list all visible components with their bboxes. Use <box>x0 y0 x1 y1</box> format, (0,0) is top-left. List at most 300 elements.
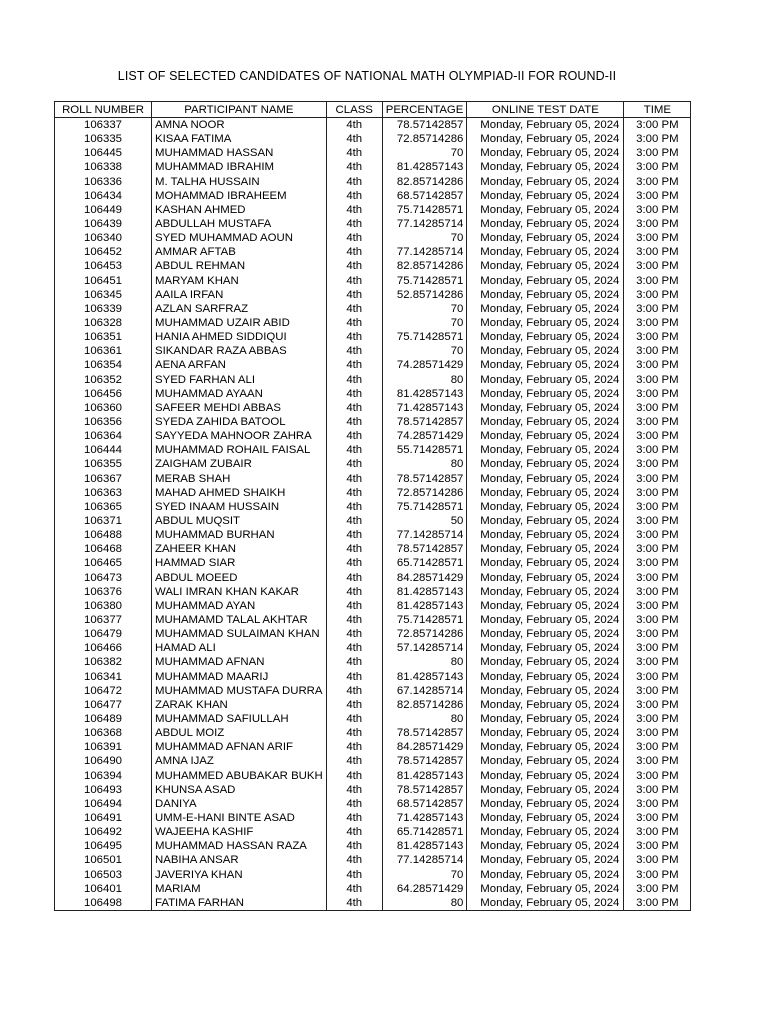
class-cell: 4th <box>326 712 382 726</box>
roll-number-cell: 106340 <box>55 231 152 245</box>
table-row <box>55 542 691 556</box>
table-row <box>55 896 691 911</box>
participant-name-cell: SIKANDAR RAZA ABBAS <box>152 344 327 358</box>
roll-number-cell: 106490 <box>55 754 152 768</box>
roll-number-cell: 106394 <box>55 768 152 782</box>
class-cell: 4th <box>326 302 382 316</box>
percentage-cell: 75.71428571 <box>382 330 467 344</box>
percentage-cell: 77.14285714 <box>382 245 467 259</box>
table-row <box>55 528 691 542</box>
table-row <box>55 387 691 401</box>
table-row <box>55 457 691 471</box>
table-row <box>55 486 691 500</box>
test-date-cell: Monday, February 05, 2024 <box>467 245 624 259</box>
percentage-cell: 75.71428571 <box>382 613 467 627</box>
roll-number-cell: 106401 <box>55 882 152 896</box>
test-date-cell: Monday, February 05, 2024 <box>467 500 624 514</box>
table-row <box>55 797 691 811</box>
participant-name-cell: SYEDA ZAHIDA BATOOL <box>152 415 327 429</box>
participant-name-cell: MUHAMMAD BURHAN <box>152 528 327 542</box>
test-date-cell: Monday, February 05, 2024 <box>467 684 624 698</box>
class-cell: 4th <box>326 146 382 160</box>
time-cell: 3:00 PM <box>624 358 691 372</box>
table-row <box>55 259 691 273</box>
table-row <box>55 429 691 443</box>
percentage-cell: 67.14285714 <box>382 684 467 698</box>
roll-number-cell: 106391 <box>55 740 152 754</box>
participant-name-cell: HANIA AHMED SIDDIQUI <box>152 330 327 344</box>
time-cell: 3:00 PM <box>624 740 691 754</box>
roll-number-cell: 106341 <box>55 669 152 683</box>
table-row <box>55 443 691 457</box>
class-cell: 4th <box>326 585 382 599</box>
time-cell: 3:00 PM <box>624 415 691 429</box>
table-row <box>55 500 691 514</box>
table-row <box>55 330 691 344</box>
percentage-cell: 74.28571429 <box>382 358 467 372</box>
participant-name-cell: MUHAMMAD AYAAN <box>152 387 327 401</box>
roll-number-cell: 106465 <box>55 556 152 570</box>
class-cell: 4th <box>326 189 382 203</box>
roll-number-cell: 106449 <box>55 203 152 217</box>
percentage-cell: 75.71428571 <box>382 500 467 514</box>
participant-name-cell: MUHAMAMD TALAL AKHTAR <box>152 613 327 627</box>
time-cell: 3:00 PM <box>624 556 691 570</box>
time-cell: 3:00 PM <box>624 599 691 613</box>
participant-name-cell: FATIMA FARHAN <box>152 896 327 911</box>
time-cell: 3:00 PM <box>624 302 691 316</box>
participant-name-cell: MUHAMMAD UZAIR ABID <box>152 316 327 330</box>
participant-name-cell: SAYYEDA MAHNOOR ZAHRA <box>152 429 327 443</box>
table-row <box>55 839 691 853</box>
test-date-cell: Monday, February 05, 2024 <box>467 712 624 726</box>
participant-name-cell: KHUNSA ASAD <box>152 783 327 797</box>
table-row <box>55 754 691 768</box>
class-cell: 4th <box>326 500 382 514</box>
class-cell: 4th <box>326 797 382 811</box>
time-cell: 3:00 PM <box>624 754 691 768</box>
roll-number-cell: 106468 <box>55 542 152 556</box>
participant-name-cell: MUHAMMAD IBRAHIM <box>152 160 327 174</box>
roll-number-cell: 106493 <box>55 783 152 797</box>
test-date-cell: Monday, February 05, 2024 <box>467 853 624 867</box>
test-date-cell: Monday, February 05, 2024 <box>467 175 624 189</box>
table-row <box>55 571 691 585</box>
participant-name-cell: MAHAD AHMED SHAIKH <box>152 486 327 500</box>
percentage-cell: 78.57142857 <box>382 542 467 556</box>
class-cell: 4th <box>326 316 382 330</box>
participant-name-cell: ABDUL MUQSIT <box>152 514 327 528</box>
table-row <box>55 599 691 613</box>
table-row <box>55 358 691 372</box>
class-cell: 4th <box>326 853 382 867</box>
table-row <box>55 175 691 189</box>
percentage-cell: 71.42857143 <box>382 401 467 415</box>
percentage-cell: 68.57142857 <box>382 797 467 811</box>
participant-name-cell: SAFEER MEHDI ABBAS <box>152 401 327 415</box>
table-row <box>55 132 691 146</box>
table-row <box>55 783 691 797</box>
table-row <box>55 231 691 245</box>
class-cell: 4th <box>326 118 382 133</box>
roll-number-cell: 106492 <box>55 825 152 839</box>
class-cell: 4th <box>326 259 382 273</box>
test-date-cell: Monday, February 05, 2024 <box>467 896 624 911</box>
test-date-cell: Monday, February 05, 2024 <box>467 132 624 146</box>
roll-number-cell: 106434 <box>55 189 152 203</box>
class-cell: 4th <box>326 344 382 358</box>
percentage-cell: 80 <box>382 712 467 726</box>
time-cell: 3:00 PM <box>624 132 691 146</box>
participant-name-cell: HAMAD ALI <box>152 641 327 655</box>
test-date-cell: Monday, February 05, 2024 <box>467 754 624 768</box>
test-date-cell: Monday, February 05, 2024 <box>467 472 624 486</box>
test-date-cell: Monday, February 05, 2024 <box>467 726 624 740</box>
time-cell: 3:00 PM <box>624 698 691 712</box>
time-cell: 3:00 PM <box>624 146 691 160</box>
percentage-cell: 77.14285714 <box>382 217 467 231</box>
percentage-cell: 75.71428571 <box>382 274 467 288</box>
test-date-cell: Monday, February 05, 2024 <box>467 698 624 712</box>
percentage-cell: 81.42857143 <box>382 839 467 853</box>
participant-name-cell: AMNA NOOR <box>152 118 327 133</box>
percentage-cell: 50 <box>382 514 467 528</box>
class-cell: 4th <box>326 556 382 570</box>
percentage-cell: 72.85714286 <box>382 132 467 146</box>
class-cell: 4th <box>326 754 382 768</box>
participant-name-cell: MUHAMMAD SULAIMAN KHAN <box>152 627 327 641</box>
test-date-cell: Monday, February 05, 2024 <box>467 655 624 669</box>
test-date-cell: Monday, February 05, 2024 <box>467 669 624 683</box>
test-date-cell: Monday, February 05, 2024 <box>467 330 624 344</box>
participant-name-cell: NABIHA ANSAR <box>152 853 327 867</box>
test-date-cell: Monday, February 05, 2024 <box>467 740 624 754</box>
time-cell: 3:00 PM <box>624 118 691 133</box>
percentage-cell: 81.42857143 <box>382 387 467 401</box>
participant-name-cell: ABDUL MOEED <box>152 571 327 585</box>
time-cell: 3:00 PM <box>624 853 691 867</box>
percentage-cell: 80 <box>382 655 467 669</box>
table-row <box>55 472 691 486</box>
time-cell: 3:00 PM <box>624 655 691 669</box>
participant-name-cell: ABDULLAH MUSTAFA <box>152 217 327 231</box>
roll-number-cell: 106363 <box>55 486 152 500</box>
header-time: TIME <box>624 102 691 118</box>
test-date-cell: Monday, February 05, 2024 <box>467 457 624 471</box>
table-row <box>55 118 691 133</box>
participant-name-cell: MUHAMMAD AFNAN <box>152 655 327 669</box>
time-cell: 3:00 PM <box>624 217 691 231</box>
percentage-cell: 78.57142857 <box>382 415 467 429</box>
table-row <box>55 627 691 641</box>
percentage-cell: 77.14285714 <box>382 853 467 867</box>
table-row <box>55 740 691 754</box>
participant-name-cell: MUHAMMAD HASSAN RAZA <box>152 839 327 853</box>
time-cell: 3:00 PM <box>624 712 691 726</box>
time-cell: 3:00 PM <box>624 585 691 599</box>
class-cell: 4th <box>326 882 382 896</box>
table-row <box>55 882 691 896</box>
roll-number-cell: 106445 <box>55 146 152 160</box>
header-class: CLASS <box>326 102 382 118</box>
time-cell: 3:00 PM <box>624 542 691 556</box>
roll-number-cell: 106338 <box>55 160 152 174</box>
roll-number-cell: 106456 <box>55 387 152 401</box>
percentage-cell: 80 <box>382 457 467 471</box>
time-cell: 3:00 PM <box>624 811 691 825</box>
table-row <box>55 698 691 712</box>
test-date-cell: Monday, February 05, 2024 <box>467 542 624 556</box>
table-row <box>55 514 691 528</box>
test-date-cell: Monday, February 05, 2024 <box>467 783 624 797</box>
table-row <box>55 288 691 302</box>
test-date-cell: Monday, February 05, 2024 <box>467 316 624 330</box>
test-date-cell: Monday, February 05, 2024 <box>467 797 624 811</box>
participant-name-cell: WALI IMRAN KHAN KAKAR <box>152 585 327 599</box>
time-cell: 3:00 PM <box>624 288 691 302</box>
time-cell: 3:00 PM <box>624 401 691 415</box>
time-cell: 3:00 PM <box>624 189 691 203</box>
percentage-cell: 57.14285714 <box>382 641 467 655</box>
class-cell: 4th <box>326 684 382 698</box>
time-cell: 3:00 PM <box>624 669 691 683</box>
participant-name-cell: KASHAN AHMED <box>152 203 327 217</box>
participant-name-cell: MUHAMMAD MUSTAFA DURRA <box>152 684 327 698</box>
table-row <box>55 316 691 330</box>
table-row <box>55 684 691 698</box>
test-date-cell: Monday, February 05, 2024 <box>467 302 624 316</box>
participant-name-cell: JAVERIYA KHAN <box>152 867 327 881</box>
test-date-cell: Monday, February 05, 2024 <box>467 825 624 839</box>
roll-number-cell: 106439 <box>55 217 152 231</box>
candidates-table <box>54 101 691 911</box>
time-cell: 3:00 PM <box>624 528 691 542</box>
test-date-cell: Monday, February 05, 2024 <box>467 882 624 896</box>
percentage-cell: 80 <box>382 373 467 387</box>
test-date-cell: Monday, February 05, 2024 <box>467 344 624 358</box>
test-date-cell: Monday, February 05, 2024 <box>467 118 624 133</box>
time-cell: 3:00 PM <box>624 373 691 387</box>
header-participant-name: PARTICIPANT NAME <box>152 102 327 118</box>
class-cell: 4th <box>326 839 382 853</box>
class-cell: 4th <box>326 288 382 302</box>
test-date-cell: Monday, February 05, 2024 <box>467 528 624 542</box>
participant-name-cell: WAJEEHA KASHIF <box>152 825 327 839</box>
roll-number-cell: 106345 <box>55 288 152 302</box>
roll-number-cell: 106352 <box>55 373 152 387</box>
participant-name-cell: HAMMAD SIAR <box>152 556 327 570</box>
time-cell: 3:00 PM <box>624 330 691 344</box>
test-date-cell: Monday, February 05, 2024 <box>467 415 624 429</box>
test-date-cell: Monday, February 05, 2024 <box>467 387 624 401</box>
class-cell: 4th <box>326 486 382 500</box>
test-date-cell: Monday, February 05, 2024 <box>467 274 624 288</box>
table-row <box>55 726 691 740</box>
class-cell: 4th <box>326 245 382 259</box>
percentage-cell: 78.57142857 <box>382 754 467 768</box>
participant-name-cell: MUHAMMED ABUBAKAR BUKH <box>152 768 327 782</box>
time-cell: 3:00 PM <box>624 839 691 853</box>
class-cell: 4th <box>326 768 382 782</box>
table-row <box>55 712 691 726</box>
test-date-cell: Monday, February 05, 2024 <box>467 358 624 372</box>
class-cell: 4th <box>326 571 382 585</box>
header-roll-number: ROLL NUMBER <box>55 102 152 118</box>
time-cell: 3:00 PM <box>624 613 691 627</box>
time-cell: 3:00 PM <box>624 160 691 174</box>
percentage-cell: 71.42857143 <box>382 811 467 825</box>
test-date-cell: Monday, February 05, 2024 <box>467 571 624 585</box>
roll-number-cell: 106453 <box>55 259 152 273</box>
roll-number-cell: 106479 <box>55 627 152 641</box>
class-cell: 4th <box>326 429 382 443</box>
time-cell: 3:00 PM <box>624 684 691 698</box>
percentage-cell: 70 <box>382 231 467 245</box>
test-date-cell: Monday, February 05, 2024 <box>467 486 624 500</box>
time-cell: 3:00 PM <box>624 768 691 782</box>
class-cell: 4th <box>326 669 382 683</box>
roll-number-cell: 106494 <box>55 797 152 811</box>
test-date-cell: Monday, February 05, 2024 <box>467 203 624 217</box>
roll-number-cell: 106328 <box>55 316 152 330</box>
header-percentage: PERCENTAGE <box>382 102 467 118</box>
table-row <box>55 373 691 387</box>
test-date-cell: Monday, February 05, 2024 <box>467 259 624 273</box>
table-row <box>55 344 691 358</box>
participant-name-cell: ZAHEER KHAN <box>152 542 327 556</box>
roll-number-cell: 106377 <box>55 613 152 627</box>
participant-name-cell: ZAIGHAM ZUBAIR <box>152 457 327 471</box>
roll-number-cell: 106380 <box>55 599 152 613</box>
time-cell: 3:00 PM <box>624 387 691 401</box>
roll-number-cell: 106335 <box>55 132 152 146</box>
test-date-cell: Monday, February 05, 2024 <box>467 288 624 302</box>
roll-number-cell: 106444 <box>55 443 152 457</box>
class-cell: 4th <box>326 217 382 231</box>
percentage-cell: 72.85714286 <box>382 627 467 641</box>
participant-name-cell: MUHAMMAD AYAN <box>152 599 327 613</box>
table-row <box>55 146 691 160</box>
time-cell: 3:00 PM <box>624 274 691 288</box>
class-cell: 4th <box>326 514 382 528</box>
class-cell: 4th <box>326 740 382 754</box>
time-cell: 3:00 PM <box>624 245 691 259</box>
percentage-cell: 81.42857143 <box>382 768 467 782</box>
participant-name-cell: MOHAMMAD IBRAHEEM <box>152 189 327 203</box>
roll-number-cell: 106503 <box>55 867 152 881</box>
class-cell: 4th <box>326 231 382 245</box>
participant-name-cell: AMMAR AFTAB <box>152 245 327 259</box>
table-row <box>55 768 691 782</box>
table-row <box>55 274 691 288</box>
participant-name-cell: AZLAN SARFRAZ <box>152 302 327 316</box>
percentage-cell: 77.14285714 <box>382 528 467 542</box>
test-date-cell: Monday, February 05, 2024 <box>467 627 624 641</box>
table-row <box>55 825 691 839</box>
test-date-cell: Monday, February 05, 2024 <box>467 160 624 174</box>
class-cell: 4th <box>326 867 382 881</box>
test-date-cell: Monday, February 05, 2024 <box>467 867 624 881</box>
class-cell: 4th <box>326 896 382 911</box>
time-cell: 3:00 PM <box>624 514 691 528</box>
percentage-cell: 84.28571429 <box>382 740 467 754</box>
table-body <box>55 118 691 911</box>
percentage-cell: 70 <box>382 146 467 160</box>
participant-name-cell: ABDUL MOIZ <box>152 726 327 740</box>
table-row <box>55 302 691 316</box>
table-row <box>55 641 691 655</box>
percentage-cell: 72.85714286 <box>382 486 467 500</box>
class-cell: 4th <box>326 203 382 217</box>
test-date-cell: Monday, February 05, 2024 <box>467 613 624 627</box>
class-cell: 4th <box>326 132 382 146</box>
class-cell: 4th <box>326 599 382 613</box>
roll-number-cell: 106477 <box>55 698 152 712</box>
roll-number-cell: 106466 <box>55 641 152 655</box>
participant-name-cell: MUHAMMAD ROHAIL FAISAL <box>152 443 327 457</box>
time-cell: 3:00 PM <box>624 231 691 245</box>
participant-name-cell: UMM-E-HANI BINTE ASAD <box>152 811 327 825</box>
participant-name-cell: ZARAK KHAN <box>152 698 327 712</box>
percentage-cell: 82.85714286 <box>382 175 467 189</box>
time-cell: 3:00 PM <box>624 316 691 330</box>
roll-number-cell: 106501 <box>55 853 152 867</box>
test-date-cell: Monday, February 05, 2024 <box>467 514 624 528</box>
class-cell: 4th <box>326 472 382 486</box>
participant-name-cell: SYED INAAM HUSSAIN <box>152 500 327 514</box>
class-cell: 4th <box>326 528 382 542</box>
percentage-cell: 81.42857143 <box>382 669 467 683</box>
time-cell: 3:00 PM <box>624 203 691 217</box>
roll-number-cell: 106495 <box>55 839 152 853</box>
percentage-cell: 64.28571429 <box>382 882 467 896</box>
test-date-cell: Monday, February 05, 2024 <box>467 768 624 782</box>
table-row <box>55 867 691 881</box>
roll-number-cell: 106472 <box>55 684 152 698</box>
table-row <box>55 853 691 867</box>
roll-number-cell: 106473 <box>55 571 152 585</box>
percentage-cell: 81.42857143 <box>382 585 467 599</box>
table-row <box>55 203 691 217</box>
test-date-cell: Monday, February 05, 2024 <box>467 585 624 599</box>
test-date-cell: Monday, February 05, 2024 <box>467 189 624 203</box>
roll-number-cell: 106451 <box>55 274 152 288</box>
test-date-cell: Monday, February 05, 2024 <box>467 599 624 613</box>
percentage-cell: 81.42857143 <box>382 599 467 613</box>
percentage-cell: 52.85714286 <box>382 288 467 302</box>
participant-name-cell: MARYAM KHAN <box>152 274 327 288</box>
class-cell: 4th <box>326 373 382 387</box>
time-cell: 3:00 PM <box>624 175 691 189</box>
percentage-cell: 55.71428571 <box>382 443 467 457</box>
class-cell: 4th <box>326 415 382 429</box>
time-cell: 3:00 PM <box>624 571 691 585</box>
time-cell: 3:00 PM <box>624 259 691 273</box>
percentage-cell: 78.57142857 <box>382 726 467 740</box>
roll-number-cell: 106489 <box>55 712 152 726</box>
percentage-cell: 70 <box>382 344 467 358</box>
percentage-cell: 81.42857143 <box>382 160 467 174</box>
class-cell: 4th <box>326 274 382 288</box>
test-date-cell: Monday, February 05, 2024 <box>467 443 624 457</box>
time-cell: 3:00 PM <box>624 797 691 811</box>
participant-name-cell: AENA ARFAN <box>152 358 327 372</box>
roll-number-cell: 106367 <box>55 472 152 486</box>
percentage-cell: 82.85714286 <box>382 259 467 273</box>
class-cell: 4th <box>326 613 382 627</box>
table-header-row <box>55 102 691 118</box>
time-cell: 3:00 PM <box>624 825 691 839</box>
